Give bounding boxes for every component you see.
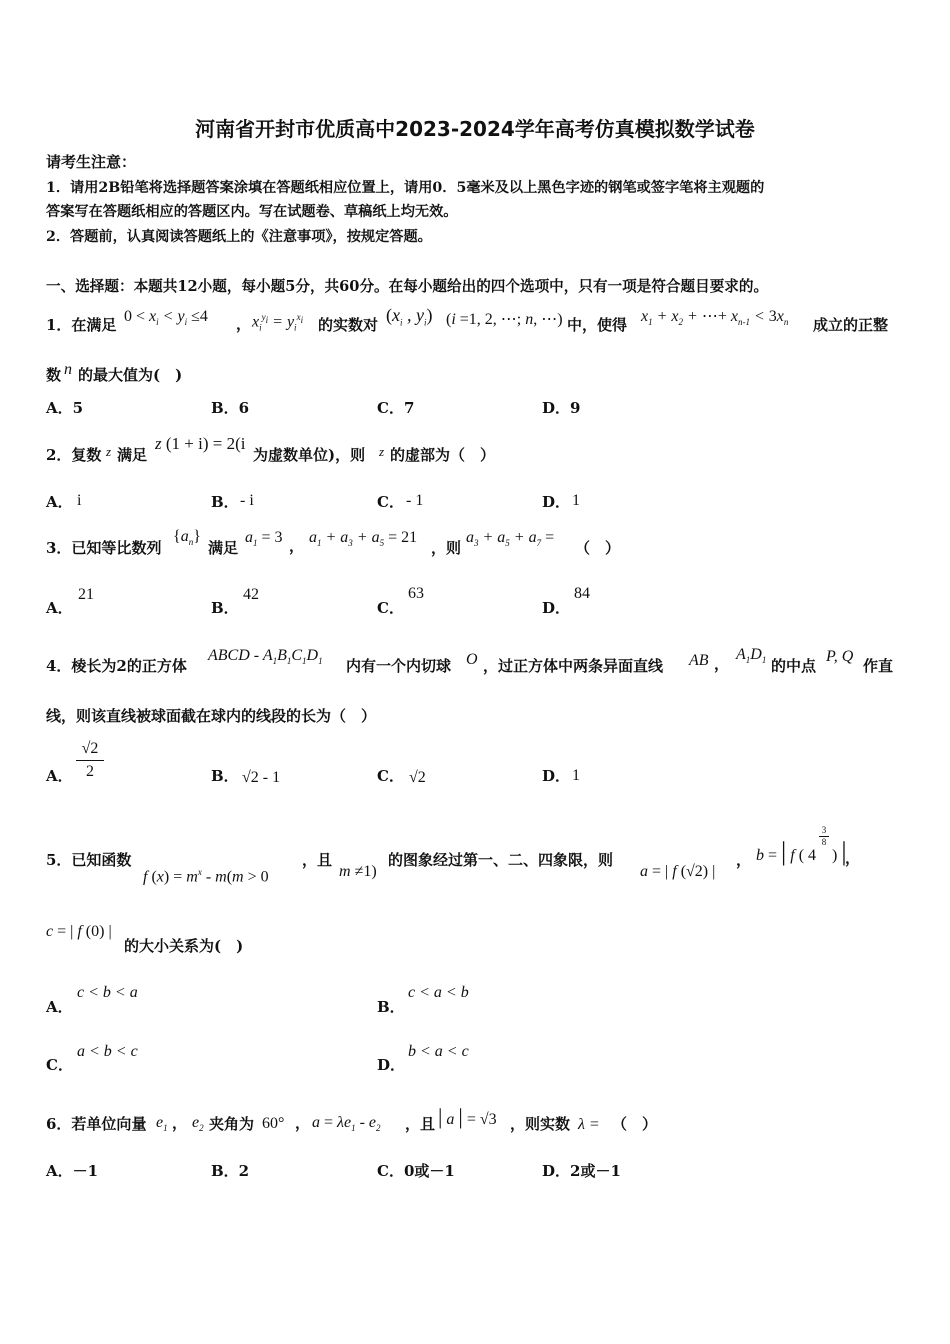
q3-math-1: $\{a_n\}$ [173, 528, 201, 548]
q5-math-1: f $(x) = m^x - m(m > 0$ [143, 867, 269, 886]
q3-text-2: 满足 [208, 539, 239, 557]
notice-heading: 请考生注意： [46, 153, 137, 171]
q6-text-2: 夹角为 [209, 1115, 255, 1133]
q2-option-b-label: B． [211, 493, 239, 511]
q4-math-2: O [466, 651, 478, 668]
notice-line-1: 1．请用2B铅笔将选择题答案涂填在答题纸相应位置上，请用0．5毫米及以上黑色字迹的钢笔或签字笔将主观题的 [46, 180, 765, 196]
q1-math-3: ($x_i$ , $y_i$) [386, 305, 433, 328]
q4-option-a-fraction [76, 740, 104, 781]
q4-text-5: 作直 [863, 657, 894, 675]
q2-option-d-value: 1 [572, 492, 580, 509]
q6-text-4: ，则实数 [510, 1115, 571, 1133]
q5-math-4-close: ) | [832, 837, 847, 866]
q5-option-c-value: a < b < c [77, 1043, 138, 1060]
q3-text-4: （ ） [575, 539, 621, 557]
q2-math-3: z [379, 444, 385, 459]
q3-text-1: 3．已知等比数列 [46, 539, 162, 557]
q4-text-1: 4．棱长为2的正方体 [46, 657, 187, 675]
q3-option-b-label: B． [211, 599, 239, 617]
q4-option-a-label: A． [46, 767, 73, 785]
fraction-bar [76, 760, 104, 761]
q5-exponent [819, 826, 829, 847]
q3-option-a-label: A． [46, 599, 73, 617]
q4-option-a-denominator: 2 [86, 763, 94, 780]
q2-math-1: z [106, 444, 112, 459]
q2-option-c-label: C． [377, 493, 404, 511]
q4-comma: ， [714, 655, 730, 673]
q1-comma: ， [236, 315, 252, 333]
q1-option-a: A．5 [46, 399, 84, 417]
q5-text-2: ，且 [302, 851, 333, 869]
page-title: 河南省开封市优质高中2023-2024学年高考仿真模拟数学试卷 [195, 117, 755, 141]
q2-text-3: 为虚数单位)，则 [253, 446, 366, 464]
q1-math-2: $x_i^{y_i} = y_i^{x_i}$ [252, 312, 304, 333]
q5-option-a-label: A． [46, 998, 73, 1016]
q1-text-5: 数 [46, 366, 62, 384]
q5-text-4: 的大小关系为( ) [124, 937, 244, 955]
q4-text-3: ，过正方体中两条异面直线 [483, 657, 664, 675]
q5-option-c-label: C． [46, 1056, 73, 1074]
q5-comma: ， [736, 851, 752, 869]
q5-math-2: m ≠1) [339, 863, 377, 880]
q4-option-c-label: C． [377, 767, 404, 785]
q1-option-c: C．7 [377, 399, 415, 417]
q5-exponent-numerator: 3 [821, 825, 827, 835]
q1-text-2: 的实数对 [318, 316, 379, 334]
q6-math-4: $a = \lambda e_1 - e_2$ [312, 1114, 381, 1134]
q1-option-b: B．6 [211, 399, 250, 417]
q5-option-d-value: b < a < c [408, 1043, 469, 1060]
q1-math-5: $x_1 + x_2$ + ⋯+ $x_{n-1} < 3x_n$ [641, 308, 789, 328]
q4-option-d-value: 1 [572, 767, 580, 784]
q4-text-2: 内有一个内切球 [346, 657, 452, 675]
q4-text-4: 的中点 [771, 657, 817, 675]
q3-math-3: $a_1 + a_3 + a_5 = 21$ [309, 529, 418, 549]
q6-math-3: 60° [262, 1115, 285, 1132]
q4-option-b-value: √2 - 1 [242, 769, 281, 786]
q5-math-4: b = | f ( 4 [756, 837, 817, 866]
notice-line-3: 2．答题前，认真阅读答题纸上的《注意事项》，按规定答题。 [46, 229, 432, 245]
q3-option-a-value: 21 [78, 586, 94, 603]
q1-math-4: (i =1, 2, ⋯; n, ⋯) [446, 311, 563, 328]
q2-text-1: 2．复数 [46, 446, 102, 464]
q5-option-d-label: D． [377, 1056, 406, 1074]
q4-math-1: ABCD - $A_1B_1C_1D_1$ [208, 647, 323, 667]
q2-option-c-value: - 1 [406, 492, 424, 509]
q2-option-a-label: A． [46, 493, 73, 511]
q5-text-1: 5．已知函数 [46, 851, 132, 869]
q4-math-4: $A_1D_1$ [736, 646, 767, 666]
q1-text-1: 1．在满足 [46, 316, 117, 334]
q1-option-d: D．9 [542, 399, 581, 417]
q6-math-2: $e_2$ [192, 1114, 204, 1134]
q6-text-3: ，且 [405, 1115, 436, 1133]
q5-exponent-denominator: 8 [821, 837, 827, 847]
section-heading: 一、选择题：本题共12小题，每小题5分，共60分。在每小题给出的四个选项中，只有一项是符合题目要求的。 [46, 278, 769, 295]
q4-option-d-label: D． [542, 767, 571, 785]
q5-option-a-value: c < b < a [77, 984, 138, 1001]
q6-math-1: $e_1$ [156, 1114, 168, 1134]
q1-math-6: n [64, 361, 72, 378]
q4-math-3: AB [689, 652, 709, 669]
q1-math-1: $0 < x_i < y_i \le 4$ [124, 308, 208, 328]
q6-math-5: | a | = √3 [438, 1104, 497, 1129]
q3-math-4: $a_3 + a_5 + a_7$ = [466, 529, 555, 549]
q6-option-d: D．2或－1 [542, 1162, 621, 1180]
q3-math-2: $a_1 = 3$ [245, 529, 283, 549]
q1-text-3: 中，使得 [567, 316, 628, 334]
q6-text-1: 6．若单位向量 [46, 1115, 147, 1133]
q3-comma: ， [289, 537, 305, 555]
q6-comma-2: ， [295, 1114, 311, 1132]
q5-text-3: 的图象经过第一、二、四象限，则 [388, 851, 614, 869]
q5-option-b-label: B． [377, 998, 405, 1016]
q5-comma-2: ， [845, 849, 861, 867]
q2-option-b-value: - i [240, 492, 254, 509]
q6-option-b: B．2 [211, 1162, 250, 1180]
q2-option-d-label: D． [542, 493, 571, 511]
q3-option-b-value: 42 [243, 586, 259, 603]
q2-option-a-value: i [77, 492, 82, 509]
q5-math-3: a = | f (√2) | [640, 863, 716, 880]
q3-option-c-label: C． [377, 599, 404, 617]
q2-text-2: 满足 [117, 446, 148, 464]
q6-comma: ， [172, 1114, 188, 1132]
q3-option-d-value: 84 [574, 585, 590, 602]
q4-option-a-numerator: √2 [81, 740, 99, 757]
q3-option-c-value: 63 [408, 585, 424, 602]
q5-option-b-value: c < a < b [408, 984, 469, 1001]
q3-option-d-label: D． [542, 599, 571, 617]
q2-text-4: 的虚部为（ ） [390, 446, 496, 464]
q3-text-3: ，则 [431, 539, 462, 557]
notice-line-2: 答案写在答题纸相应的答题区内。写在试题卷、草稿纸上均无效。 [46, 204, 458, 220]
q6-option-a: A．－1 [46, 1162, 99, 1180]
q1-text-6: 的最大值为( ) [78, 366, 183, 384]
q1-text-4: 成立的正整 [813, 316, 889, 334]
q6-option-c: C．0或－1 [377, 1162, 455, 1180]
q2-math-2: z (1 + i) = 2(i [155, 434, 246, 453]
q4-math-5: P, Q [826, 648, 854, 665]
q6-text-5: （ ） [612, 1115, 658, 1133]
q6-math-6: λ = [578, 1116, 600, 1133]
q5-math-5: c = | f (0) | [46, 923, 112, 940]
q4-option-c-value: √2 [409, 769, 426, 786]
q4-option-b-label: B． [211, 767, 239, 785]
q4-text-6: 线，则该直线被球面截在球内的线段的长为（ ） [46, 707, 377, 725]
